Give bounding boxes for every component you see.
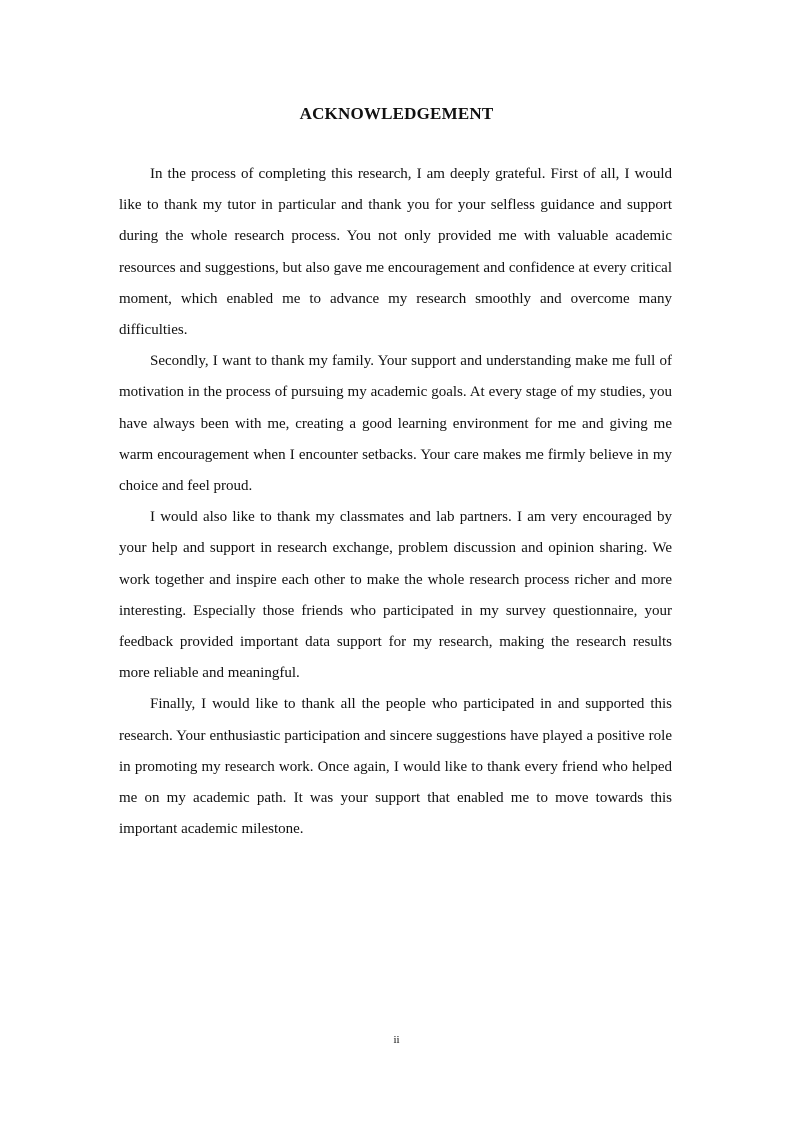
paragraph-3: I would also like to thank my classmates and lab partners. I am very encouraged by your help and support in research exchange, problem discussion and opinion sharing. We work together and inspire each other to make the whole research process richer and more interesting. Especially those friends who participated in my survey questionnaire, your feedback provided important data support for my research, making the research results more reliable and meaningful. (119, 509, 672, 682)
paragraph-4: Finally, I would like to thank all the people who participated in and supported this research. Your enthusiastic participation and sincere suggestions have played a positive role in promoting my research work. Once again, I would like to thank every friend who helped me on my academic path. It was your support that enabled me to move towards this important academic milestone. (119, 696, 672, 838)
paragraph-2: Secondly, I want to thank my family. Your support and understanding make me full of motivation in the process of pursuing my academic goals. At every stage of my studies, you have always been with me, creating a good learning environment for me and giving me warm encouragement when I encounter setbacks. Your care makes me firmly believe in my choice and feel proud. (119, 353, 672, 495)
page-title: ACKNOWLEDGEMENT (299, 104, 494, 123)
page-number: ii (393, 1034, 400, 1046)
acknowledgement-body (119, 159, 672, 845)
paragraph-1: In the process of completing this research, I am deeply grateful. First of all, I would like to thank my tutor in particular and thank you for your selfless guidance and support during the whole research process. You not only provided me with valuable academic resources and suggestions, but also gave me encouragement and confidence at every critical moment, which enabled me to advance my research smoothly and overcome many difficulties. (119, 166, 672, 339)
